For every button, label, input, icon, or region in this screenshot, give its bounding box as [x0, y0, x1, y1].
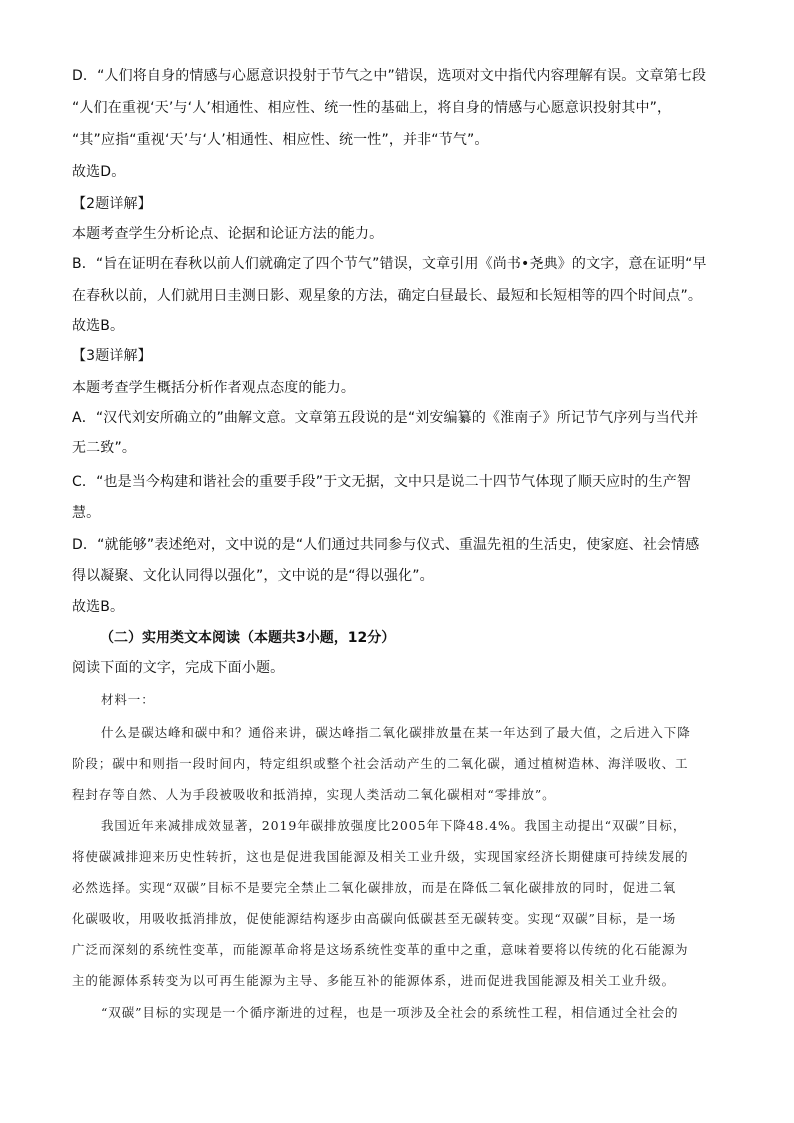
q3-intro: 本题考查学生概括分析作者观点态度的能力。 [72, 380, 355, 396]
answer-d-conclusion: 故选D。 [72, 164, 126, 180]
material-para2-line-1: 我国近年来减排成效显著，2019年碳排放强度比2005年下降48.4%。我国主动提出“双碳”目标， [101, 818, 687, 833]
q3-option-c-line-1: C．“也是当今构建和谐社会的重要手段”于文无据，文中只是说二十四节气体现了顺天应时的生产智 [72, 474, 692, 490]
material-para2-line-5: 广泛而深刻的系统性变革，而能源革命将是这场系统性变革的重中之重，意味着要将以传统的化石能源为 [72, 942, 689, 957]
material-para2-line-6: 主的能源体系转变为以可再生能源为主导、多能互补的能源体系，进而促进我国能源及相关工业升级。 [72, 973, 676, 988]
q3-option-d-line-2: 得以凝聚、文化认同得以强化”，文中说的是“得以强化”。 [72, 568, 434, 584]
q3-heading: 【3题详解】 [72, 348, 152, 364]
section-instruction: 阅读下面的文字，完成下面小题。 [72, 660, 285, 676]
q2-conclusion: 故选B。 [72, 318, 125, 334]
material-para1-line-3: 程封存等自然、人为手段被吸收和抵消掉，实现人类活动二氧化碳相对“零排放”。 [72, 787, 556, 802]
material-para2-line-4: 化碳吸收，用吸收抵消排放，促使能源结构逐步由高碳向低碳甚至无碳转变。实现“双碳”目标，是一场 [72, 911, 677, 926]
section-title: （二）实用类文本阅读（本题共3小题，12分） [100, 630, 396, 646]
material-label: 材料一： [101, 692, 155, 707]
material-para2-line-3: 必然选择。实现“双碳”目标不是要完全禁止二氧化碳排放，而是在降低二氧化碳排放的同时，促进二氧 [72, 880, 677, 895]
q2-heading: 【2题详解】 [72, 196, 152, 212]
material-para1-line-2: 阶段；碳中和则指一段时间内，特定组织或整个社会活动产生的二氧化碳，通过植树造林、海洋吸收、工 [72, 756, 689, 771]
q3-option-d-line-1: D．“就能够”表述绝对，文中说的是“人们通过共同参与仪式、重温先祖的生活史，使家庭、社会情感 [72, 537, 700, 553]
answer-d-line-3: “其”应指“重视‘天’与‘人’相通性、相应性、统一性”，并非“节气”。 [72, 132, 489, 148]
q2-option-b-line-2: 在春秋以前，人们就用日圭测日影、观星象的方法，确定白昼最长、最短和长短相等的四个时间点”。 [72, 288, 702, 304]
material-para3-line-1: “双碳”目标的实现是一个循序渐进的过程，也是一项涉及全社会的系统性工程，相信通过全社会的 [101, 1005, 679, 1020]
q3-conclusion: 故选B。 [72, 599, 125, 615]
q3-option-c-line-2: 慧。 [72, 505, 101, 521]
q3-option-a-line-2: 无二致”。 [72, 440, 137, 456]
material-para1-line-1: 什么是碳达峰和碳中和？通俗来讲，碳达峰指二氧化碳排放量在某一年达到了最大值，之后进入下降 [101, 725, 691, 740]
answer-d-line-1: D．“人们将自身的情感与心愿意识投射于节气之中”错误，选项对文中指代内容理解有误。文章第七段 [72, 68, 707, 84]
q3-option-a-line-1: A．“汉代刘安所确立的”曲解文意。文章第五段说的是“刘安编纂的《淮南子》所记节气序列与当代并 [72, 410, 699, 426]
answer-d-line-2: “人们在重视‘天’与‘人’相通性、相应性、统一性的基础上，将自身的情感与心愿意识投射其中”， [72, 100, 672, 116]
q2-intro: 本题考查学生分析论点、论据和论证方法的能力。 [72, 226, 384, 242]
material-para2-line-2: 将使碳减排迎来历史性转折，这也是促进我国能源及相关工业升级，实现国家经济长期健康可持续发展的 [72, 849, 689, 864]
q2-option-b-line-1: B．“旨在证明在春秋以前人们就确定了四个节气”错误，文章引用《尚书•尧典》的文字，意在证明“早 [72, 256, 707, 272]
